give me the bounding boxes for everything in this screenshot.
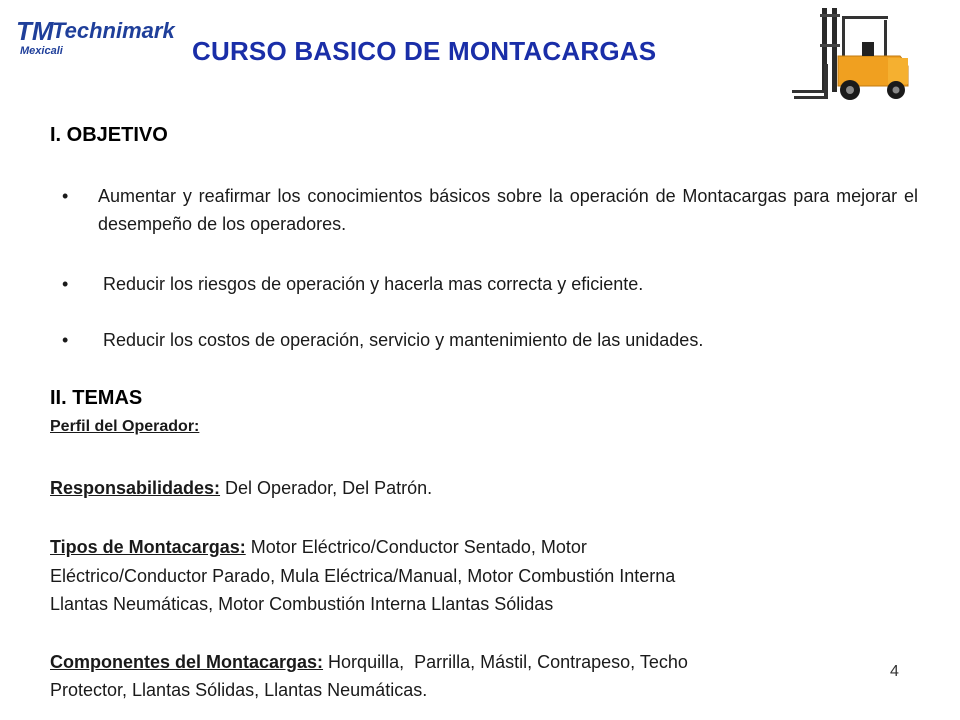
responsabilidades-line — [50, 474, 910, 502]
tipos-text-1: Motor Eléctrico/Conductor Sentado, Motor — [245, 537, 587, 557]
bullet-text: Aumentar y reafirmar los conocimientos básicos sobre la operación de Montacargas para mejorar el desempeño de los operadores. — [98, 186, 918, 234]
bullet-dot: • — [62, 330, 69, 350]
tipos-line-3: Llantas Neumáticas, Motor Combustión Interna Llantas Sólidas — [50, 594, 554, 614]
responsabilidades-text: Del Operador, Del Patrón. — [220, 478, 433, 498]
page-title: CURSO BASICO DE MONTACARGAS — [192, 36, 657, 66]
list-item — [62, 270, 918, 300]
logo-mark: TM — [16, 16, 54, 46]
componentes-line-1 — [50, 648, 910, 676]
bullet-dot: • — [62, 186, 69, 206]
list-item — [62, 182, 918, 242]
responsabilidades-label: Responsabilidades: — [50, 478, 221, 498]
section-heading-temas: II. TEMAS — [50, 387, 143, 409]
logo-sub: Mexicali — [20, 45, 63, 57]
logo-brand: Technimark — [52, 18, 175, 43]
perfil-line — [50, 413, 910, 441]
bullet-text: Reducir los costos de operación, servicio y mantenimiento de las unidades. — [98, 330, 704, 350]
bullet-text: Reducir los riesgos de operación y hacerla mas correcta y eficiente. — [98, 274, 644, 294]
list-item — [62, 326, 918, 356]
forklift-image — [788, 4, 920, 104]
tipos-label: Tipos de Montacargas: — [50, 537, 246, 557]
technimark-logo — [16, 14, 206, 58]
perfil-label: Perfil del Operador: — [50, 418, 200, 435]
componentes-line-2: Protector, Llantas Sólidas, Llantas Neumáticas. — [50, 680, 428, 700]
section-heading-objetivo: I. OBJETIVO — [50, 124, 168, 146]
componentes-label: Componentes del Montacargas: — [50, 652, 324, 672]
tipos-line-1 — [50, 533, 910, 561]
tipos-line-2: Eléctrico/Conductor Parado, Mula Eléctrica/Manual, Motor Combustión Interna — [50, 566, 676, 586]
componentes-text-1: Horquilla, Parrilla, Mástil, Contrapeso, Techo — [323, 652, 688, 672]
bullet-dot: • — [62, 274, 69, 294]
page-number: 4 — [890, 663, 899, 680]
